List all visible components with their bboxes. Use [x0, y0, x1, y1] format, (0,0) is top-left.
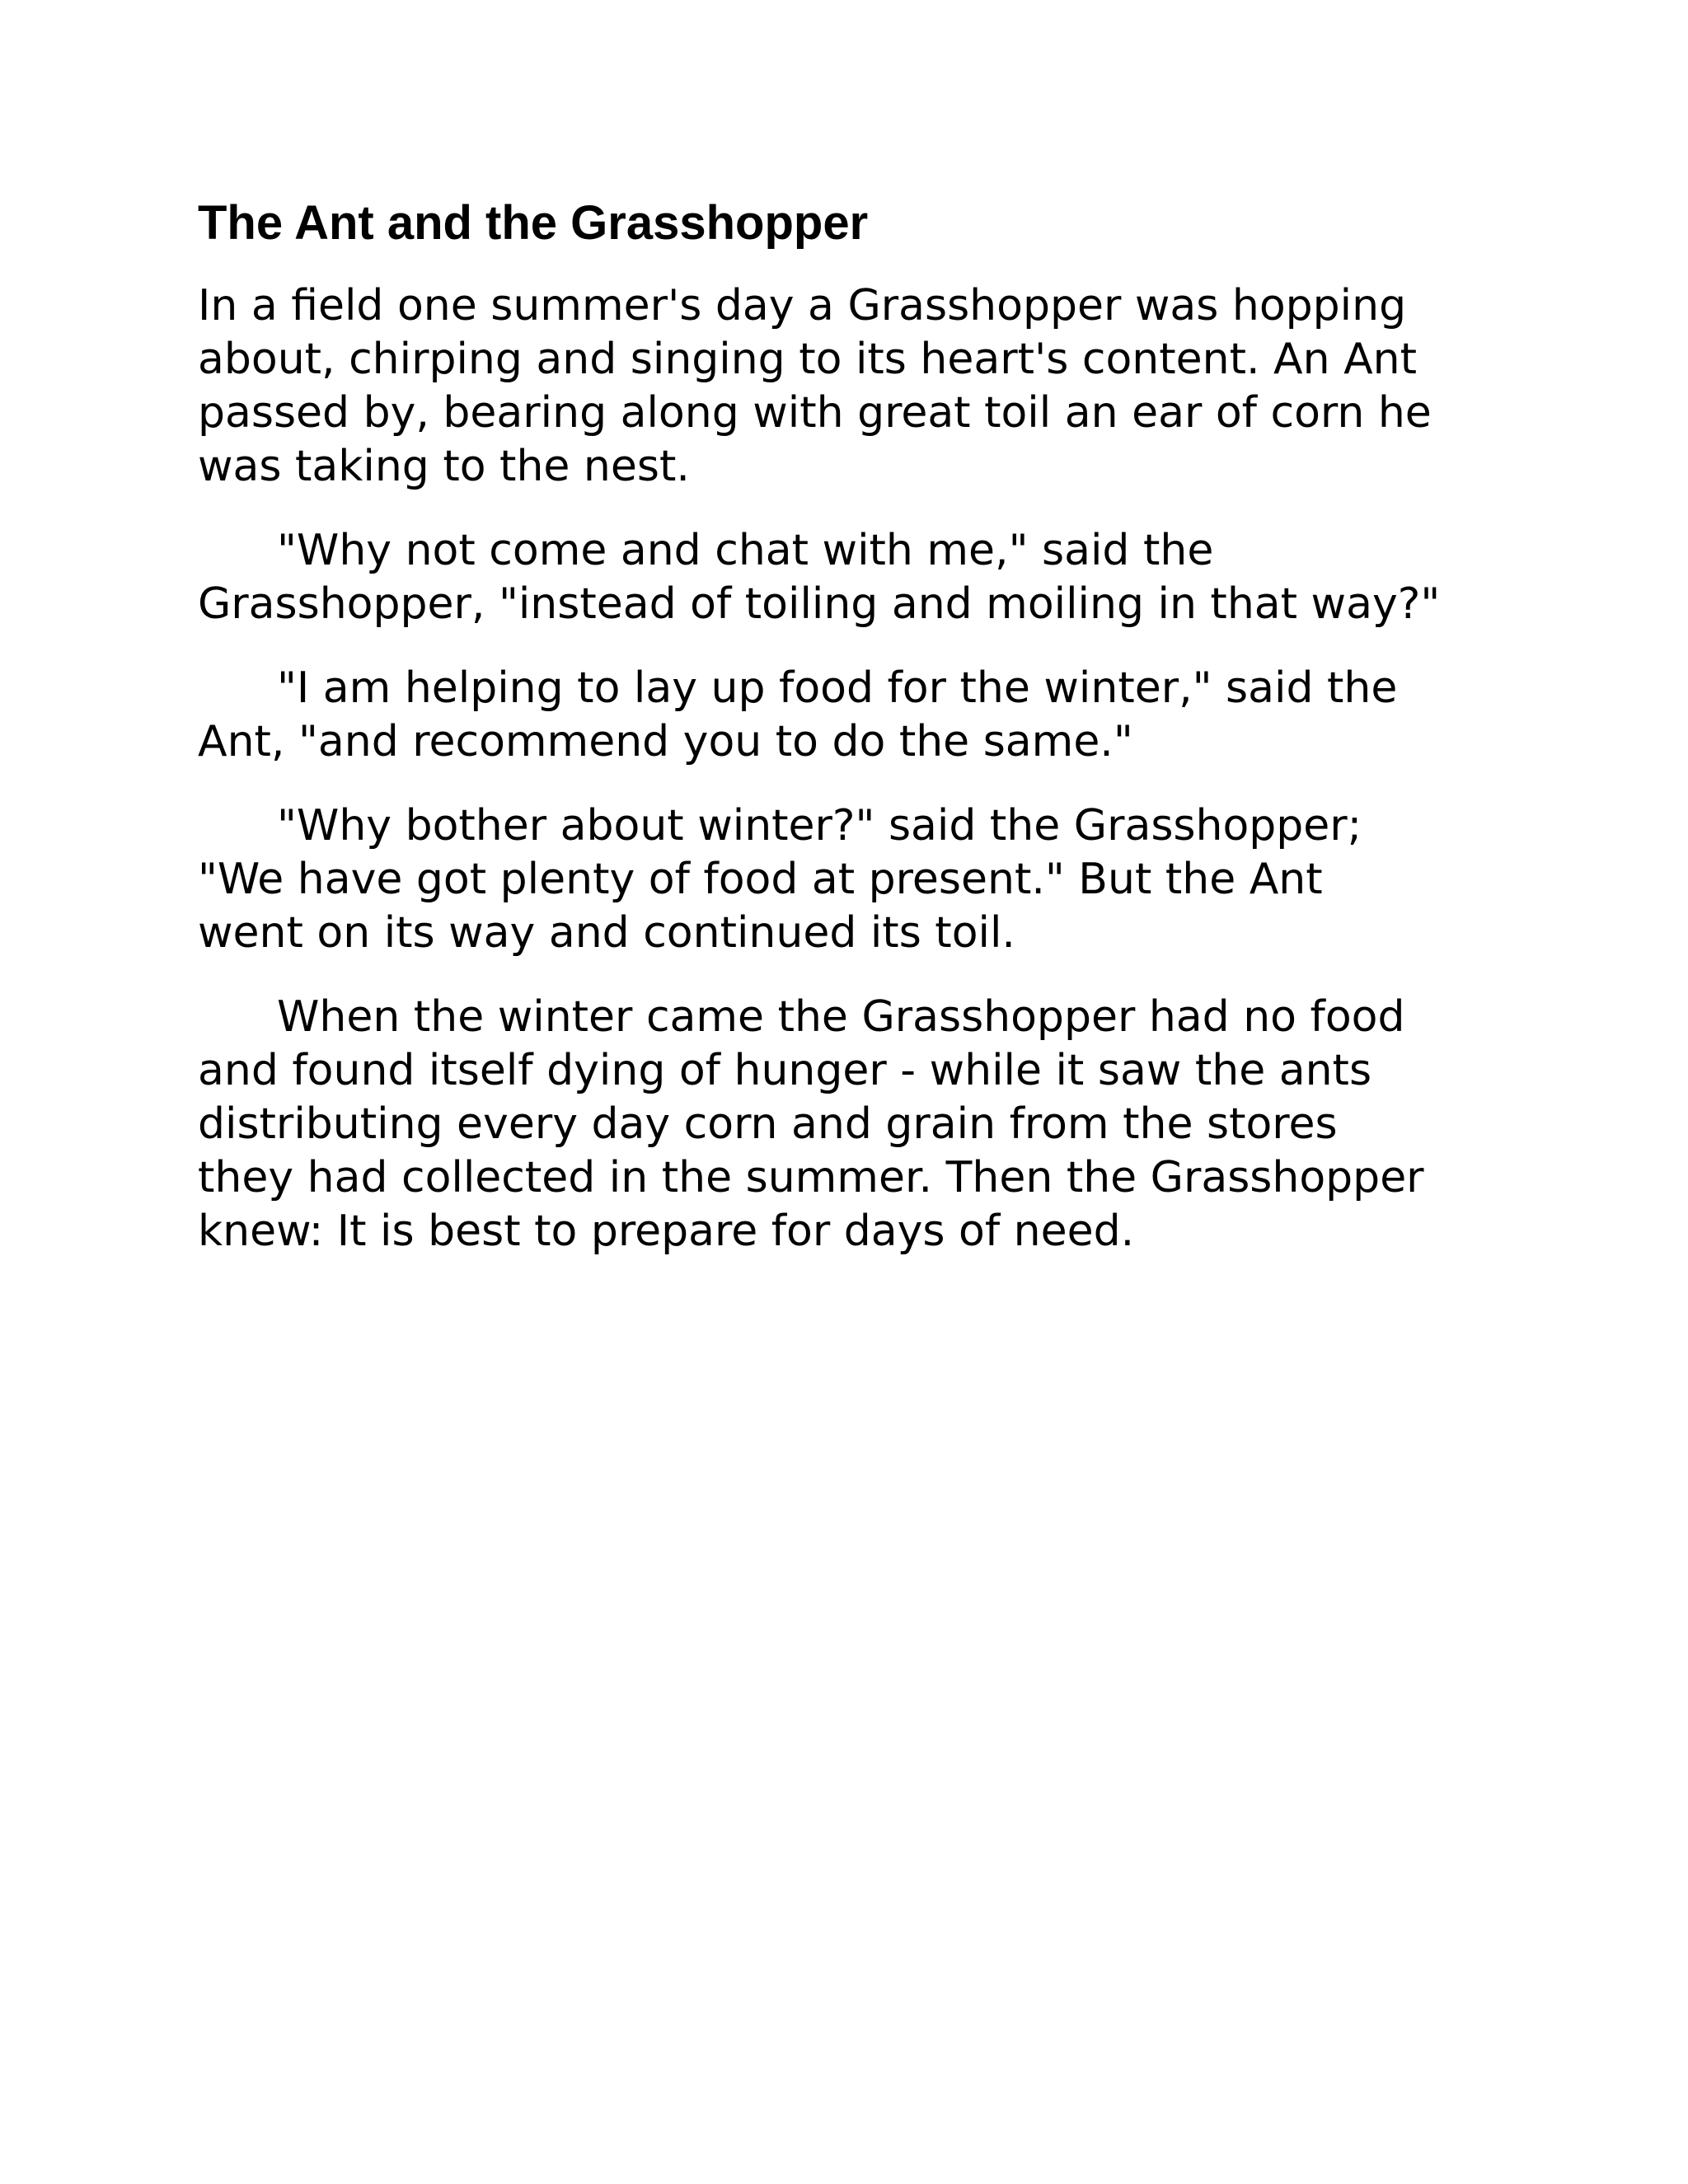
paragraph-line: "Why bother about winter?" said the Grasshopper;	[277, 801, 1362, 851]
paragraph-line: passed by, bearing along with great toil an ear of corn he	[198, 388, 1432, 438]
document-body	[198, 194, 1500, 1258]
paragraph-line: went on its way and continued its toil.	[198, 908, 1015, 958]
paragraph-line: knew: It is best to prepare for days of need.	[198, 1207, 1135, 1256]
paragraph-line: "Why not come and chat with me," said the	[277, 526, 1214, 575]
paragraph-line: they had collected in the summer. Then the Grasshopper	[198, 1153, 1424, 1202]
paragraph-line: was taking to the nest.	[198, 442, 690, 491]
paragraph-line: "We have got plenty of food at present." But the Ant	[198, 855, 1323, 904]
paragraph-line: Ant, "and recommend you to do the same."	[198, 717, 1133, 766]
paragraph-line: distributing every day corn and grain from the stores	[198, 1099, 1338, 1149]
paragraph-line: about, chirping and singing to its heart's content. An Ant	[198, 335, 1418, 384]
paragraph-2	[198, 524, 1500, 631]
paragraph-3	[198, 662, 1500, 769]
paragraph-1	[198, 279, 1500, 494]
paragraph-5	[198, 991, 1500, 1258]
paragraph-line: and found itself dying of hunger - while it saw the ants	[198, 1046, 1372, 1095]
paragraph-line: "I am helping to lay up food for the winter," said the	[277, 663, 1398, 713]
paragraph-line: Grasshopper, "instead of toiling and moiling in that way?"	[198, 579, 1441, 629]
paragraph-4	[198, 799, 1500, 960]
paragraph-line: When the winter came the Grasshopper had no food	[277, 992, 1405, 1042]
document-title: The Ant and the Grasshopper	[198, 196, 869, 250]
paragraph-line: In a field one summer's day a Grasshopper was hopping	[198, 281, 1407, 330]
